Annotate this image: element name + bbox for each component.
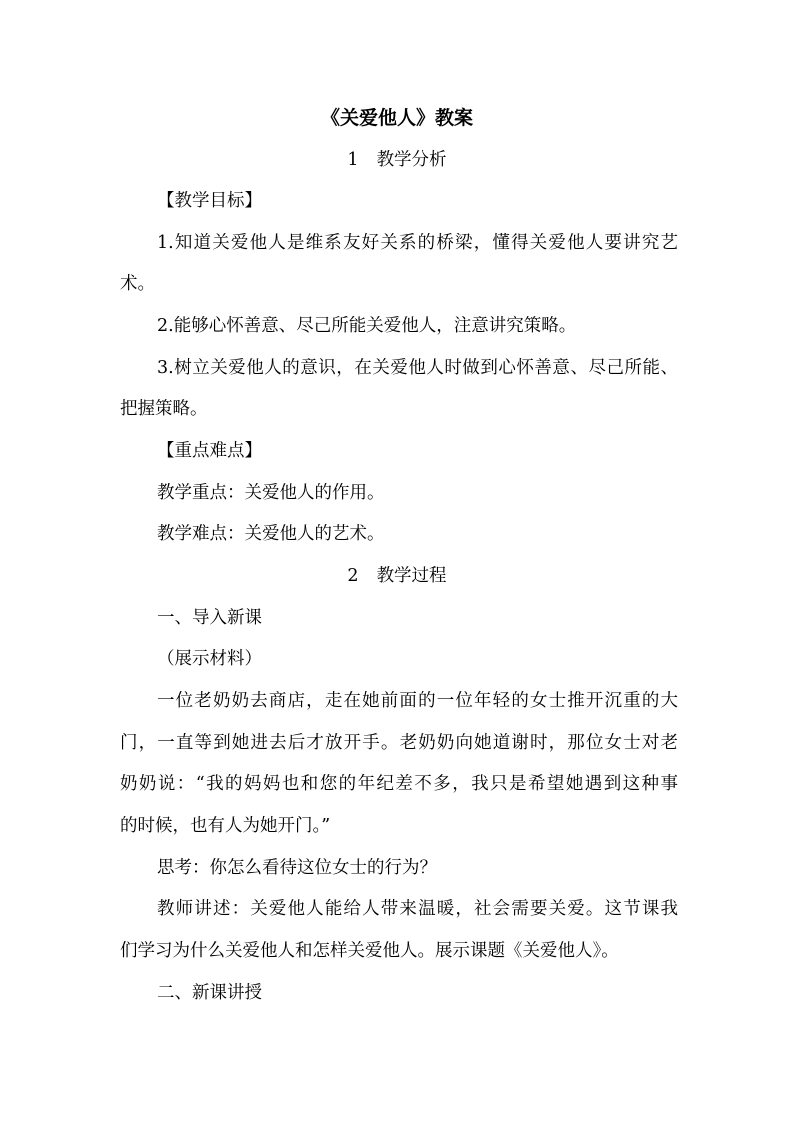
part-1-heading: 一、导入新课: [157, 608, 262, 628]
story-line-2: 门，一直等到她进去后才放开手。老奶奶向她道谢时，那位女士对老: [120, 733, 678, 753]
story-line-3: 奶奶说：“我的妈妈也和您的年纪差不多，我只是希望她遇到这种事: [120, 774, 678, 794]
story-line-4: 的时候，也有人为她开门。”: [120, 816, 331, 836]
material-label: （展示材料）: [157, 649, 262, 669]
section-label: 教学分析: [376, 150, 447, 170]
part-2-heading: 二、新课讲授: [157, 983, 262, 1003]
document-title: 《关爱他人》教案: [320, 107, 473, 129]
section-label: 教学过程: [376, 566, 447, 586]
objective-1-line-2: 术。: [120, 274, 155, 294]
section-number: 2: [347, 566, 359, 586]
objectives-heading: 【教学目标】: [157, 191, 262, 211]
objective-3-line-2: 把握策略。: [120, 399, 208, 419]
section-heading-process: [0, 564, 794, 588]
key-point: 教学重点：关爱他人的作用。: [157, 483, 385, 503]
difficult-point: 教学难点：关爱他人的艺术。: [157, 524, 385, 544]
section-number: 1: [347, 150, 359, 170]
teacher-line-2: 们学习为什么关爱他人和怎样关爱他人。展示课题《关爱他人》。: [120, 941, 619, 961]
objective-3-line-1: 3.树立关爱他人的意识，在关爱他人时做到心怀善意、尽己所能、: [157, 358, 678, 378]
objective-1-line-1: 1.知道关爱他人是维系友好关系的桥梁，懂得关爱他人要讲究艺: [157, 233, 678, 253]
think-question: 思考：你怎么看待这位女士的行为？: [157, 858, 437, 878]
story-line-1: 一位老奶奶去商店，走在她前面的一位年轻的女士推开沉重的大: [157, 691, 678, 711]
objective-2: 2.能够心怀善意、尽己所能关爱他人，注意讲究策略。: [157, 316, 577, 336]
teacher-line-1: 教师讲述：关爱他人能给人带来温暖，社会需要关爱。这节课我: [157, 899, 678, 919]
section-heading-analysis: [0, 148, 794, 172]
key-points-heading: 【重点难点】: [157, 441, 262, 461]
